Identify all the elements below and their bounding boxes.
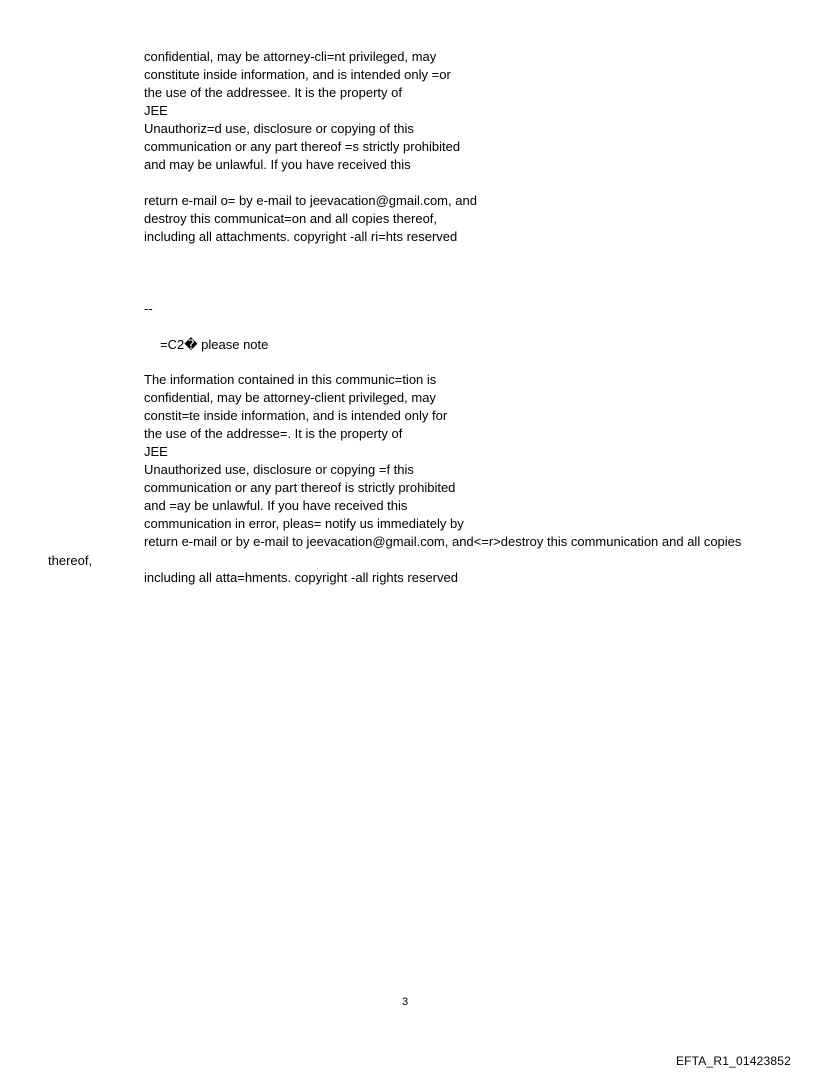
- text-line: and =ay be unlawful. If you have received this: [144, 498, 408, 513]
- text-line: return e-mail o= by e-mail to jeevacation@gmail.com, and: [144, 193, 477, 208]
- text-line: communication in error, pleas= notify us immediately by: [144, 516, 464, 531]
- text-line: constit=te inside information, and is intended only for: [144, 408, 448, 423]
- text-line: JEE: [144, 444, 168, 459]
- text-line: confidential, may be attorney-client privileged, may: [144, 390, 436, 405]
- wrapped-fragment: thereof,: [48, 553, 93, 568]
- text-line: the use of the addresse=. It is the property of: [144, 426, 403, 441]
- blank-line: [144, 174, 784, 192]
- text-line: the use of the addressee. It is the property of: [144, 85, 402, 100]
- text-line: constitute inside information, and is intended only =or: [144, 67, 451, 82]
- text-line: destroy this communicat=on and all copies thereof,: [144, 211, 438, 226]
- text-line: communication or any part thereof =s strictly prohibited: [144, 139, 461, 154]
- text-line: return e-mail or by e-mail to jeevacation@gmail.com, and<=r>destroy this communication and all copies: [144, 534, 742, 549]
- text-line: communication or any part thereof is strictly prohibited: [144, 480, 456, 495]
- text-line: confidential, may be attorney-cli=nt privileged, may: [144, 49, 437, 64]
- disclaimer-block-1: [144, 48, 784, 246]
- text-line: The information contained in this communic=tion is: [144, 372, 437, 387]
- text-line: including all attachments. copyright -all ri=hts reserved: [144, 229, 458, 244]
- text-line: including all atta=hments. copyright -all rights reserved: [144, 570, 458, 585]
- please-note-line: =C2� please note: [160, 337, 269, 352]
- document-id: EFTA_R1_01423852: [675, 1054, 791, 1068]
- text-line: and may be unlawful. If you have received this: [144, 157, 411, 172]
- text-line: JEE: [144, 103, 168, 118]
- disclaimer-block-2: [144, 371, 784, 551]
- page-number: 3: [402, 996, 409, 1008]
- text-line: Unauthorized use, disclosure or copying =f this: [144, 462, 414, 477]
- text-line: Unauthoriz=d use, disclosure or copying of this: [144, 121, 414, 136]
- separator: --: [144, 301, 153, 316]
